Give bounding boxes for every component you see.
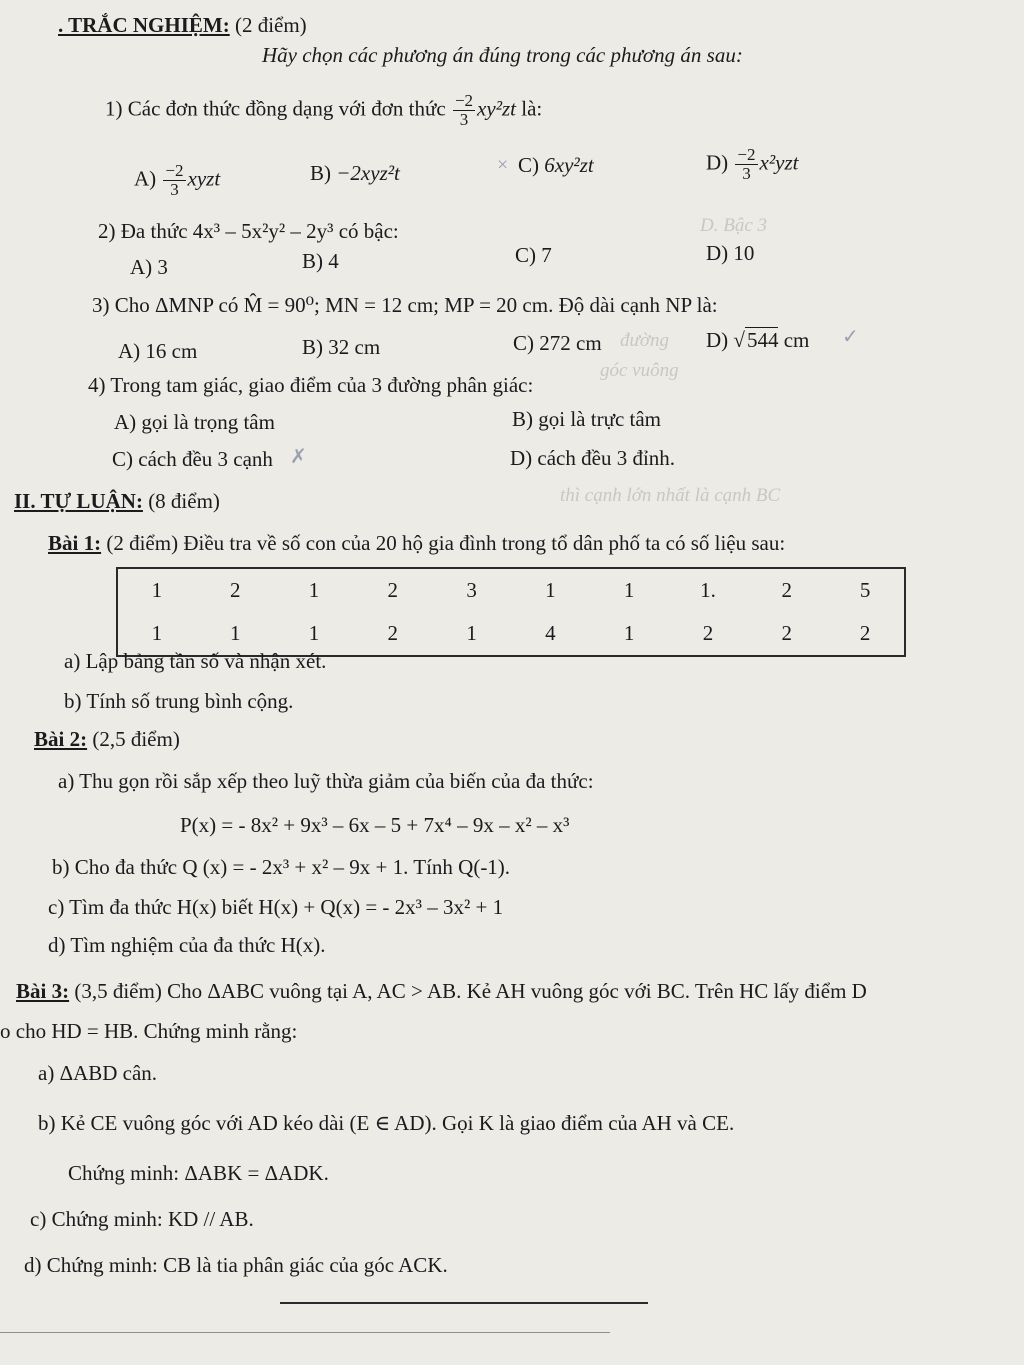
q1-a-text: xyzt <box>187 166 221 191</box>
q3-option-b: B) 32 cm <box>302 335 381 359</box>
table-cell: 2 <box>781 621 793 645</box>
bai1-line <box>48 530 785 556</box>
q1-d-frac-num: −2 <box>737 145 756 164</box>
table-cell: 1 <box>308 578 320 602</box>
table-cell: 1 <box>545 578 556 602</box>
q4-text: Trong tam giác, giao điểm của 3 đường phân giác: <box>110 373 534 397</box>
q3-d-label: D) <box>706 328 729 352</box>
q3-option-d <box>706 327 809 353</box>
bai3-line <box>16 978 867 1004</box>
part2-heading-line <box>14 488 220 514</box>
q2-text: Đa thức 4x³ – 5x²y² – 2y³ có bậc: <box>120 219 399 243</box>
part1-points: (2 điểm) <box>234 13 307 37</box>
q1-a-fraction <box>163 162 185 199</box>
q2-line <box>98 218 399 244</box>
bai3-part-b-line-2: Chứng minh: ΔABK = ΔADK. <box>68 1161 329 1185</box>
bai2-line <box>34 726 180 752</box>
page-fold-line <box>0 1332 610 1333</box>
q1-suffix: là: <box>521 96 543 121</box>
q1-option-d <box>706 146 798 183</box>
q3-option-c: C) 272 cm <box>513 331 602 355</box>
bai3-part-a: a) ΔABD cân. <box>38 1061 158 1085</box>
q4-line <box>88 372 533 398</box>
table-cell: 1 <box>623 621 635 645</box>
table-cell: 1 <box>151 578 163 602</box>
bai3-part-b: b) Kẻ CE vuông góc với AD kéo dài (E ∈ AD). Gọi K là giao điểm của AH và CE. <box>38 1111 735 1135</box>
q1-frac-num: −2 <box>454 91 474 110</box>
table-cell: 3 <box>466 578 477 602</box>
bai2-polynomial: P(x) = - 8x² + 9x³ – 6x – 5 + 7x⁴ – 9x – x² – x³ <box>180 813 570 837</box>
q1-b-label: B) <box>310 161 331 185</box>
part2-heading: II. TỰ LUẬN: <box>14 489 143 513</box>
q1-d-fraction <box>735 146 757 183</box>
bai3-text: (3,5 điểm) Cho ΔABC vuông tại A, AC > AB. Kẻ AH vuông góc với BC. Trên HC lấy điểm D <box>74 979 867 1003</box>
q1-d-frac-den: 3 <box>742 164 751 183</box>
q1-line <box>105 92 542 129</box>
end-rule <box>280 1302 648 1304</box>
q4-option-c: C) cách đều 3 cạnh <box>112 447 273 471</box>
q3-d-unit: cm <box>783 328 810 352</box>
q4-option-b: B) gọi là trực tâm <box>512 407 662 431</box>
q1-a-label: A) <box>134 166 157 191</box>
q1-option-b <box>310 160 400 186</box>
bai3-part-c: c) Chứng minh: KD // AB. <box>30 1207 254 1231</box>
q2-option-c: C) 7 <box>515 243 552 267</box>
q1-a-frac-den: 3 <box>170 180 179 199</box>
sqrt-sign: √ <box>733 328 745 352</box>
q1-d-text: x²yzt <box>759 150 799 175</box>
table-cell: 1 <box>229 621 241 645</box>
q1-option-c <box>518 152 594 178</box>
table-cell: 4 <box>545 621 556 645</box>
table-cell: 1 <box>308 621 320 645</box>
q2-option-b: B) 4 <box>302 249 339 273</box>
pencil-cross-mark: ✗ <box>290 446 307 468</box>
show-through-text: đường <box>620 330 670 351</box>
part1-heading-line <box>58 12 307 38</box>
table-cell: 2 <box>387 621 399 645</box>
bai2-part-b: b) Cho đa thức Q (x) = - 2x³ + x² – 9x + 1. Tính Q(-1). <box>52 855 511 879</box>
q1-frac-den: 3 <box>459 110 469 129</box>
bai1-text: (2 điểm) Điều tra về số con của 20 hộ gia đình trong tổ dân phố ta có số liệu sau: <box>106 531 786 555</box>
table-row <box>117 568 905 612</box>
table-cell: 1 <box>151 621 163 645</box>
part1-heading: . TRẮC NGHIỆM: <box>58 13 230 37</box>
bai1-label: Bài 1: <box>48 531 102 555</box>
table-cell: 2 <box>229 578 241 602</box>
q2-option-a: A) 3 <box>130 255 168 279</box>
bai2-points: (2,5 điểm) <box>92 727 180 751</box>
table-cell: 2 <box>387 578 399 602</box>
q3-d-radicand: 544 <box>746 328 779 352</box>
table-cell: 2 <box>702 621 714 645</box>
q1-text: Các đơn thức đồng dạng với đơn thức <box>127 96 446 121</box>
bai2-label: Bài 2: <box>34 727 88 751</box>
q1-c-text: 6xy²zt <box>544 153 594 177</box>
q2-label: 2) <box>98 219 116 243</box>
q2-option-d: D) 10 <box>706 241 755 265</box>
part1-instruction: Hãy chọn các phương án đúng trong các phương án sau: <box>262 43 743 67</box>
q4-label: 4) <box>88 373 106 397</box>
q1-a-frac-num: −2 <box>165 161 184 180</box>
show-through-text: góc vuông <box>600 360 679 381</box>
q1-label: 1) <box>105 96 123 121</box>
q4-option-a: A) gọi là trọng tâm <box>114 410 275 434</box>
q1-monomial: xy²zt <box>477 96 516 121</box>
q3-option-a: A) 16 cm <box>118 339 198 363</box>
show-through-text: D. Bậc 3 <box>700 215 768 236</box>
bai1-part-b: b) Tính số trung bình cộng. <box>64 689 294 713</box>
bai3-line-2: o cho HD = HB. Chứng minh rằng: <box>0 1019 298 1043</box>
q3-text: Cho ΔMNP có M̂ = 90⁰; MN = 12 cm; MP = 20 cm. Độ dài cạnh NP là: <box>114 293 718 317</box>
table-cell: 1. <box>700 578 716 602</box>
pencil-check-mark: ✓ <box>842 326 859 348</box>
q1-fraction <box>453 92 475 129</box>
q3-line <box>92 292 718 318</box>
table-cell: 2 <box>859 621 871 645</box>
table-cell: 1 <box>623 578 635 602</box>
table-cell: 1 <box>466 621 477 645</box>
bai2-part-a: a) Thu gọn rồi sắp xếp theo luỹ thừa giảm của biến của đa thức: <box>58 769 594 793</box>
pencil-cross-mark: × <box>497 154 509 176</box>
part2-points: (8 điểm) <box>148 489 220 513</box>
q4-option-d: D) cách đều 3 đỉnh. <box>510 446 676 470</box>
bai2-part-c: c) Tìm đa thức H(x) biết H(x) + Q(x) = - 2x³ – 3x² + 1 <box>48 895 504 919</box>
show-through-text: thì cạnh lớn nhất là cạnh BC <box>560 485 781 506</box>
q3-label: 3) <box>92 293 110 317</box>
bai3-label: Bài 3: <box>16 979 70 1003</box>
table-cell: 2 <box>781 578 793 602</box>
q1-option-a <box>134 162 220 199</box>
q1-d-label: D) <box>706 150 729 175</box>
bai3-part-d: d) Chứng minh: CB là tia phân giác của góc ACK. <box>24 1253 448 1277</box>
survey-data-table <box>116 567 906 657</box>
bai2-part-d: d) Tìm nghiệm của đa thức H(x). <box>48 933 326 957</box>
q1-c-label: C) <box>518 153 539 177</box>
bai1-part-a: a) Lập bảng tần số và nhận xét. <box>64 649 327 673</box>
table-cell: 5 <box>859 578 871 602</box>
q1-b-text: −2xyz²t <box>336 161 400 185</box>
